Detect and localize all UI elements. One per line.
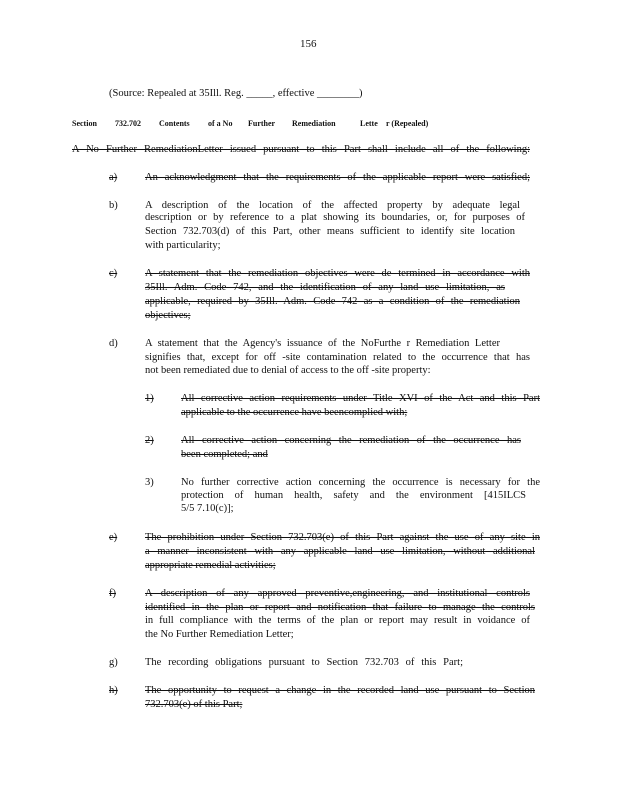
item-f-line: identified in the plan or report and notification that failure to manage the controls — [145, 602, 535, 613]
item-h-line: 732.703(e) of this Part; — [145, 699, 243, 710]
item-c-line: applicable, required by 35Ill. Adm. Code 742 as a condition of the remediation — [145, 296, 520, 307]
item-d1-line: applicable to the occurrence have beencomplied with; — [181, 407, 408, 418]
item-c-line: objectives; — [145, 310, 191, 321]
item-d3-line: No further corrective action concerning the occurrence is necessary for the — [181, 477, 540, 488]
item-c-line: A statement that the remediation objectives were de termined in accordance with — [145, 268, 530, 279]
item-d2-line: been completed; and — [181, 449, 268, 460]
item-g-line: The recording obligations pursuant to Section 732.703 of this Part; — [145, 657, 463, 668]
page-number: 156 — [300, 38, 317, 50]
item-label: f) — [109, 588, 116, 599]
subitem-label: 1) — [145, 393, 154, 404]
section-title-word: Remediation — [292, 119, 336, 128]
section-title-word: Further — [248, 119, 276, 128]
item-d-line: A statement that the Agency's issuance of the NoFurthe r Remediation Letter — [145, 338, 500, 349]
intro-text: A No Further RemediationLetter issued pursuant to this Part shall include all of the following: — [72, 144, 530, 155]
item-d2-line: All corrective action concerning the remediation of the occurrence has — [181, 435, 521, 446]
item-h-line: The opportunity to request a change in the recorded land use pursuant to Section — [145, 685, 535, 696]
subitem-label: 2) — [145, 435, 154, 446]
item-f-line: in full compliance with the terms of the plan or report may result in voidance of — [145, 615, 530, 626]
section-title-word: Contents — [159, 119, 190, 128]
section-title-word: Lette — [360, 119, 378, 128]
item-d3-line: 5/5 7.10(c)]; — [181, 503, 234, 514]
item-label: b) — [109, 200, 118, 211]
item-label: c) — [109, 268, 118, 279]
section-number: 732.702 — [115, 119, 141, 128]
section-title-word: r (Repealed) — [386, 119, 429, 128]
item-label: d) — [109, 338, 118, 349]
item-f-line: the No Further Remediation Letter; — [145, 629, 294, 640]
item-b-line: Section 732.703(d) of this Part, other means sufficient to identify site location — [145, 226, 515, 237]
item-label: g) — [109, 657, 118, 668]
section-label: Section — [72, 119, 97, 128]
item-e-line: The prohibition under Section 732.703(e) of this Part against the use of any site in — [145, 532, 540, 543]
item-b-line: description or by reference to a plat showing its boundaries, or, for purposes of — [145, 212, 525, 223]
item-b-line: A description of the location of the affected property by adequate legal — [145, 200, 520, 211]
item-b-line: with particularity; — [145, 240, 221, 251]
subitem-label: 3) — [145, 477, 154, 488]
item-f-line: A description of any approved preventive,engineering, and institutional controls — [145, 588, 530, 599]
item-e-line: a manner inconsistent with any applicable land use limitation, without additional — [145, 546, 535, 557]
item-c-line: 35Ill. Adm. Code 742, and the identification of any land use limitation, as — [145, 282, 505, 293]
item-d3-line: protection of human health, safety and the environment [415ILCS — [181, 490, 526, 501]
item-e-line: appropriate remedial activities; — [145, 560, 276, 571]
item-d-line: not been remediated due to denial of access to the off -site property: — [145, 365, 431, 376]
source-note: (Source: Repealed at 35Ill. Reg. _____, effective ________) — [109, 88, 363, 99]
section-title-word: of a No — [208, 119, 233, 128]
item-label: e) — [109, 532, 118, 543]
item-d1-line: All corrective action requirements under Title XVI of the Act and this Part — [181, 393, 540, 404]
item-a-line: An acknowledgment that the requirements of the applicable report were satisfied; — [145, 172, 530, 183]
item-label: a) — [109, 172, 118, 183]
item-d-line: signifies that, except for off -site contamination related to the occurrence that has — [145, 352, 530, 363]
item-label: h) — [109, 685, 118, 696]
